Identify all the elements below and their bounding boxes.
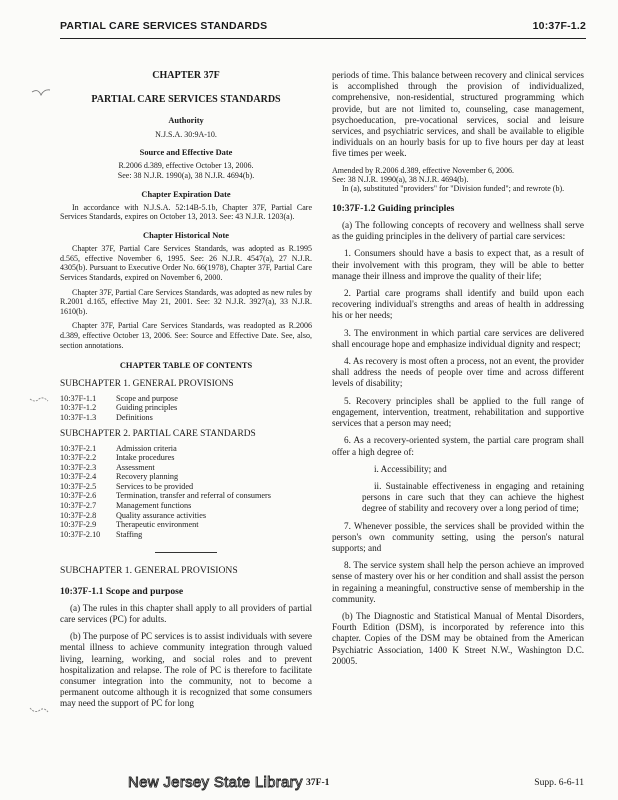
subchapter-heading: SUBCHAPTER 1. GENERAL PROVISIONS [60,565,238,577]
toc-subchapter: SUBCHAPTER 1. GENERAL PROVISIONS [60,379,234,390]
toc-number: 10:37F-2.8 [60,510,97,520]
toc-entry[interactable] [60,463,312,473]
list-item: 2. Partial care programs shall identify and build upon each recovering individual's strengths and areas of health in addressing his or her needs; [332,288,584,321]
principles-list [332,248,584,457]
section-paragraph: (b) The Diagnostic and Statistical Manual of Mental Disorders, Fourth Edition (DSM), is incorporated by reference into this chapter. Copies of the DSM may be obtained from the American Psychiatric Association, 1400 K Street N.W., Washington D.C. 20005. [332,610,584,666]
toc-number: 10:37F-2.4 [60,472,97,482]
toc-number: 10:37F-2.6 [60,491,97,501]
toc-name: Intake procedures [116,453,175,463]
toc-name: Therapeutic environment [116,520,199,530]
toc-list [60,394,312,423]
chapter-title: PARTIAL CARE SERVICES STANDARDS [91,94,281,106]
section-paragraph: (a) The rules in this chapter shall apply to all providers of partial care services (PC) for adults. [60,602,312,625]
toc-entry[interactable] [60,394,312,404]
source-line: See: 38 N.J.R. 1990(a), 38 N.J.R. 4694(b). [117,171,255,180]
toc-entry[interactable] [60,530,312,540]
section-paragraph: (a) The following concepts of recovery and wellness shall serve as the guiding principles in the delivery of partial care services: [332,220,584,242]
toc-name: Scope and purpose [116,393,178,403]
toc-name: Assessment [116,462,155,472]
toc-number: 10:37F-2.10 [60,529,101,539]
supplement-date: Supp. 6-6-11 [534,777,584,788]
toc-subchapter: SUBCHAPTER 2. PARTIAL CARE STANDARDS [60,429,256,440]
toc-entry[interactable] [60,520,312,530]
list-item: 5. Recovery principles shall be applied to the full range of engagement, intervention, treatment, rehabilitation and supportive services that a person may need; [332,395,584,429]
margin-mark-icon [28,394,50,408]
toc-name: Admission criteria [116,443,177,453]
amendment-line: In (a), substituted "providers" for "Division funded"; and rewrote (b). [342,184,565,194]
list-item: 6. As a recovery-oriented system, the partial care program shall offer a high degree of: [332,435,584,457]
section-paragraph: periods of time. This balance between recovery and clinical services is accomplished through the provision of individualized, comprehensive, non-residential, structured programming which provide, but are not limited to, counseling, case management, psychoeducation, pre-vocational services, social and leisure services, and psychiatric services, and shall be available to eligible individuals on an hourly basis for up to five hours per day at least five times per week. [332,70,584,159]
section-heading: 10:37F-1.2 Guiding principles [332,202,455,214]
chapter-number: CHAPTER 37F [152,70,220,81]
toc-name: Definitions [116,412,153,422]
sub-list [332,464,584,515]
toc-heading: CHAPTER TABLE OF CONTENTS [119,361,253,371]
expiration-heading: Chapter Expiration Date [141,189,231,199]
left-column [60,70,312,716]
toc-name: Quality assurance activities [116,510,207,520]
toc-name: Staffing [116,529,143,539]
toc-entry[interactable] [60,403,312,413]
list-item: 1. Consumers should have a basis to expect that, as a result of their involvement with this program, they will be able to better manage their illness and improve the quality of their life; [332,248,584,281]
sub-list-item: ii. Sustainable effectiveness in engaging and retaining persons in care such that they can achieve the highest degree of stability and recovery over a long period of time; [362,480,584,514]
toc-entry[interactable] [60,511,312,521]
toc-number: 10:37F-2.9 [60,520,97,530]
toc-number: 10:37F-2.1 [60,443,97,453]
running-header [60,20,586,34]
authority-text: N.J.S.A. 30:9A-10. [155,129,217,139]
section-paragraph: (b) The purpose of PC services is to assist individuals with severe mental illness to achieve community integration through valued living, learning, working, and social roles and to prevent hospitalization and relapse. The role of PC is therefore to facilitate consumer integration into the community, not to become a permanent outcome although it is recognized that some consumers may need the support of PC for long [60,631,312,709]
header-title: PARTIAL CARE SERVICES STANDARDS [60,20,268,32]
header-section: 10:37F-1.2 [532,20,586,32]
toc-name: Guiding principles [116,403,178,413]
toc-entry[interactable] [60,482,312,492]
toc-entry[interactable] [60,453,312,463]
page-number: 37F-1 [306,777,330,788]
amendment-line: Amended by R.2006 d.389, effective November 6, 2006. [332,165,515,175]
toc-entry[interactable] [60,413,312,423]
source-line: R.2006 d.389, effective October 13, 2006. [118,161,254,171]
toc-number: 10:37F-1.2 [60,403,97,413]
toc-entry[interactable] [60,501,312,511]
toc-entry[interactable] [60,472,312,482]
list-item: 3. The environment in which partial care services are delivered shall encourage hope and emphasize individual dignity and respect; [332,327,584,349]
toc-name: Termination, transfer and referral of consumers [116,491,271,501]
toc-number: 10:37F-2.2 [60,453,97,463]
amendment-line: See: 38 N.J.R. 1990(a), 38 N.J.R. 4694(b). [332,175,469,185]
library-watermark: New Jersey State Library [128,774,303,791]
toc-number: 10:37F-1.1 [60,393,97,403]
history-paragraph: Chapter 37F, Partial Care Services Standards, was adopted as R.1995 d.565, effective November 6, 1995. See: 26 N.J.R. 4547(a), 27 N.J.R. 4305(b). Pursuant to Executive Order No. 66(1978), Chapter 37F, Partial Care Services Standards, expired on November 6, 2000. [60,244,312,282]
history-heading: Chapter Historical Note [143,230,229,240]
toc-name: Management functions [116,501,192,511]
authority-heading: Authority [168,116,204,126]
toc-number: 10:37F-1.3 [60,412,97,422]
history-paragraph: Chapter 37F, Partial Care Services Standards, was readopted as R.2006 d.389, effective October 13, 2006. See: Source and Effective Date. See, also, section annotations. [60,321,312,350]
toc-number: 10:37F-2.5 [60,481,97,491]
section-divider [155,552,217,553]
toc-name: Recovery planning [116,472,179,482]
toc-number: 10:37F-2.7 [60,501,97,511]
sub-list-item: i. Accessibility; and [374,463,447,474]
amendment-note [332,166,584,194]
source-heading: Source and Effective Date [139,148,233,158]
history-paragraph: Chapter 37F, Partial Care Services Standards, was adopted as new rules by R.2001 d.165, effective May 21, 2001. See: 32 N.J.R. 3927(a), 33 N.J.R. 1610(b). [60,287,312,316]
toc-name: Services to be provided [116,481,194,491]
list-item: 4. As recovery is most often a process, not an event, the provider shall address the needs of people over time and across different levels of disability; [332,356,584,389]
toc-number: 10:37F-2.3 [60,462,97,472]
right-column [332,70,584,673]
header-rule [60,38,586,39]
toc-list [60,444,312,540]
section-heading: 10:37F-1.1 Scope and purpose [60,585,184,597]
expiration-text: In accordance with N.J.S.A. 52:14B-5.1b, Chapter 37F, Partial Care Services Standards, expires on October 13, 2013. See: 43 N.J.R. 1203(a). [60,202,312,222]
list-item: 7. Whenever possible, the services shall be provided within the person's own community setting, using the person's natural supports; and [332,520,584,553]
margin-mark-icon [28,704,50,718]
toc-entry[interactable] [60,444,312,454]
toc-entry[interactable] [60,491,312,501]
margin-mark-icon [30,86,52,100]
list-item: 8. The service system shall help the person achieve an improved sense of mastery over his or her condition and shall assist the person in regaining a meaningful, constructive sense of membership in the community. [332,560,584,604]
